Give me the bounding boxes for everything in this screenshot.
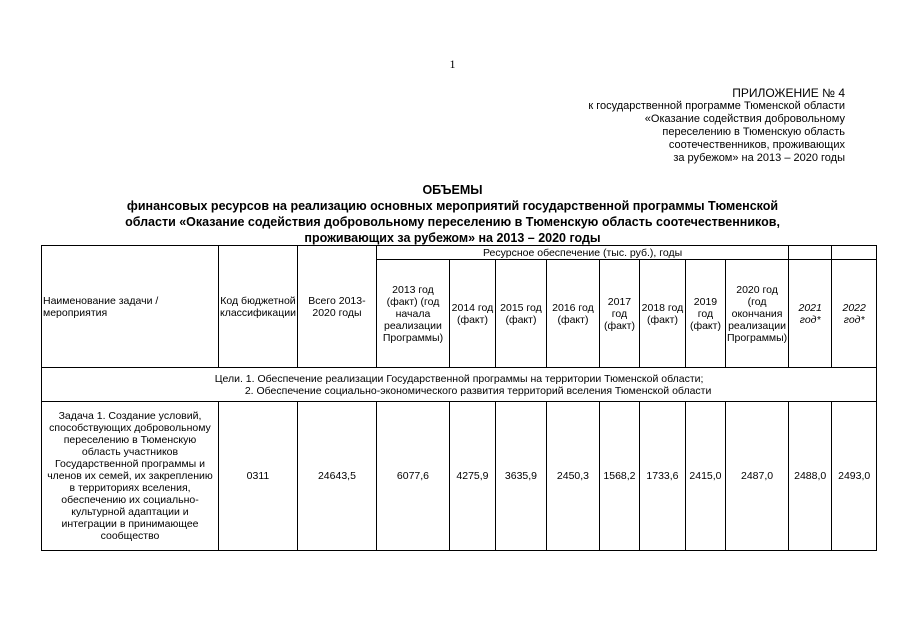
task-value: 2487,0 (725, 402, 788, 551)
title-line: ОБЪЕМЫ (422, 183, 483, 197)
header-blank (789, 246, 832, 260)
header-year: 2021 год* (789, 260, 832, 368)
document-title (40, 182, 865, 246)
header-year: 2019 год (факт) (685, 260, 725, 368)
header-total: Всего 2013-2020 годы (297, 246, 376, 368)
title-line: области «Оказание содействия добровольному переселению в Тюменскую область соотечественников, (125, 215, 780, 229)
task-value: 4275,9 (449, 402, 495, 551)
header-year: 2016 год (факт) (546, 260, 599, 368)
header-year: 2018 год (факт) (639, 260, 685, 368)
header-year: 2022 год* (832, 260, 877, 368)
appendix-block (588, 86, 845, 165)
header-year: 2015 год (факт) (495, 260, 546, 368)
page-number: 1 (449, 57, 456, 71)
task-value: 1733,6 (639, 402, 685, 551)
appendix-line: переселению в Тюменскую область (662, 126, 845, 138)
task-name: Задача 1. Создание условий, способствующих добровольному переселению в Тюменскую область участников Государственной программы и членов их семей, их закреплению в территориях вселения, обеспечению их социально-культурной адаптации и интеграции в принимающее сообщество (42, 402, 219, 551)
title-line: финансовых ресурсов на реализацию основных мероприятий государственной программы Тюменской (126, 199, 779, 213)
title-line: проживающих за рубежом» на 2013 – 2020 годы (304, 231, 601, 245)
task-value: 1568,2 (599, 402, 639, 551)
task-value: 2493,0 (832, 402, 877, 551)
appendix-line: за рубежом» на 2013 – 2020 годы (673, 152, 845, 164)
goal-line: 2. Обеспечение социально-экономического развития территорий вселения Тюменской области (244, 384, 712, 397)
goal-line: Цели. 1. Обеспечение реализации Государственной программы на территории Тюменской области; (214, 372, 704, 385)
header-year: 2014 год (факт) (449, 260, 495, 368)
resources-table (41, 245, 877, 551)
appendix-line: «Оказание содействия добровольному (644, 113, 845, 125)
header-resource-group: Ресурсное обеспечение (тыс. руб.), годы (376, 246, 788, 260)
header-code: Код бюджетной классификации (219, 246, 298, 368)
header-name: Наименование задачи / мероприятия (42, 246, 219, 368)
task-value: 2488,0 (789, 402, 832, 551)
header-blank (832, 246, 877, 260)
task-value: 2415,0 (685, 402, 725, 551)
header-year: 2013 год (факт) (год начала реализации Программы) (376, 260, 449, 368)
appendix-line: к государственной программе Тюменской области (588, 100, 845, 112)
task-total: 24643,5 (297, 402, 376, 551)
appendix-title: ПРИЛОЖЕНИЕ № 4 (732, 86, 845, 100)
header-year: 2017 год (факт) (599, 260, 639, 368)
task-value: 3635,9 (495, 402, 546, 551)
appendix-line: соотечественников, проживающих (668, 139, 845, 151)
task-code: 0311 (219, 402, 298, 551)
goals-row (42, 368, 877, 402)
task-value: 6077,6 (376, 402, 449, 551)
header-year: 2020 год (год окончания реализации Программы) (725, 260, 788, 368)
task-value: 2450,3 (546, 402, 599, 551)
